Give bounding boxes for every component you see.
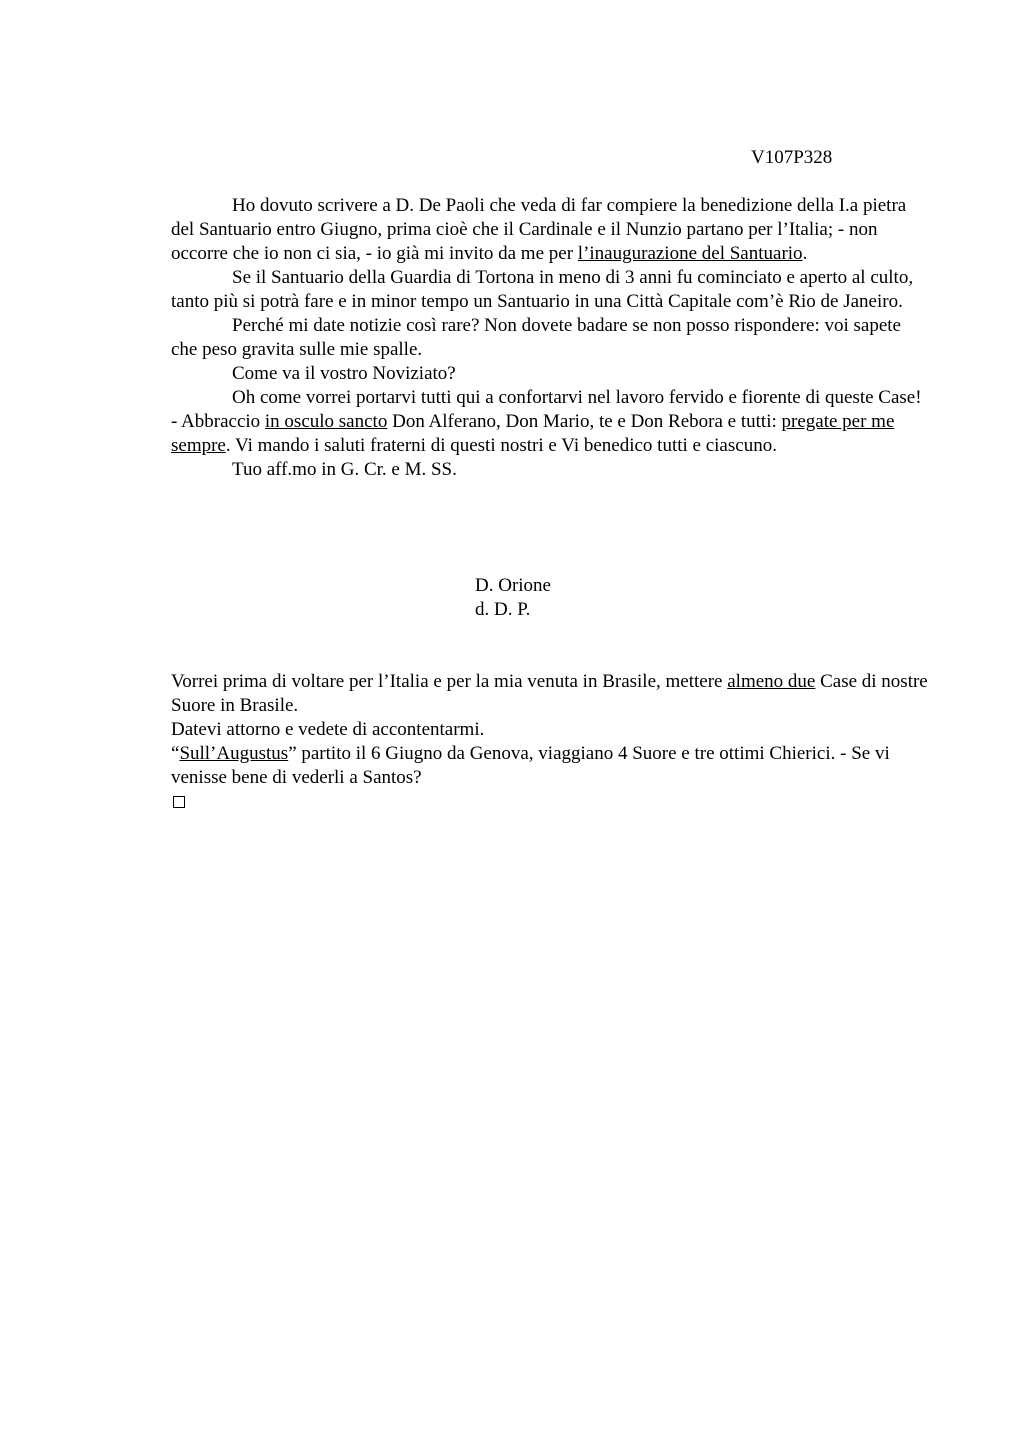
paragraph-2: Se il Santuario della Guardia di Tortona in meno di 3 anni fu cominciato e aperto al culto, tanto più si potrà fare e in minor tempo un Santuario in una Città Capitale com’è Rio de Janeiro. — [171, 267, 914, 312]
underlined-phrase: Sull’Augustus — [179, 743, 289, 764]
postscript-line-1: Vorrei prima di voltare per l’Italia e per la mia venuta in Brasile, mettere almeno due Case di nostre Suore in Brasile. — [171, 671, 928, 716]
paragraph-5: Oh come vorrei portarvi tutti qui a confortarvi nel lavoro fervido e fiorente di queste Case! - Abbraccio in osculo sancto Don Alferano, Don Mario, te e Don Rebora e tutti: pregate per me sempre. Vi mando i saluti fraterni di questi nostri e Vi benedico tutti e ciascuno. — [171, 387, 922, 456]
signature-block — [475, 574, 551, 622]
underlined-phrase: in osculo sancto — [264, 411, 388, 432]
signature-name: D. Orione — [475, 575, 551, 596]
signature-initials: d. D. P. — [475, 599, 531, 620]
closing-line: Tuo aff.mo in G. Cr. e M. SS. — [232, 459, 457, 480]
page-reference: V107P328 — [751, 147, 833, 168]
paragraph-3: Perché mi date notizie così rare? Non dovete badare se non posso rispondere: voi sapete che peso gravita sulle mie spalle. — [171, 315, 901, 360]
postscript-line-2: Datevi attorno e vedete di accontentarmi. — [171, 719, 485, 740]
paragraph-4: Come va il vostro Noviziato? — [232, 363, 456, 384]
underlined-phrase: pregate per me sempre — [171, 411, 895, 456]
underlined-phrase: l’inaugurazione del Santuario — [577, 243, 803, 264]
letter-body — [171, 194, 931, 482]
postscript-line-3: “Sull’Augustus” partito il 6 Giugno da Genova, viaggiano 4 Suore e tre ottimi Chierici. - Se vi venisse bene di vederli a Santos? — [171, 743, 890, 788]
checkbox-square-icon — [173, 796, 185, 808]
postscript — [171, 670, 931, 815]
paragraph-1: Ho dovuto scrivere a D. De Paoli che veda di far compiere la benedizione della I.a pietra del Santuario entro Giugno, prima cioè che il Cardinale e il Nunzio partano per l’Italia; - non occorre che io non ci sia, - io già mi invito da me per l’inaugurazione del Santuario. — [171, 195, 907, 264]
underlined-phrase: almeno due — [727, 671, 816, 692]
